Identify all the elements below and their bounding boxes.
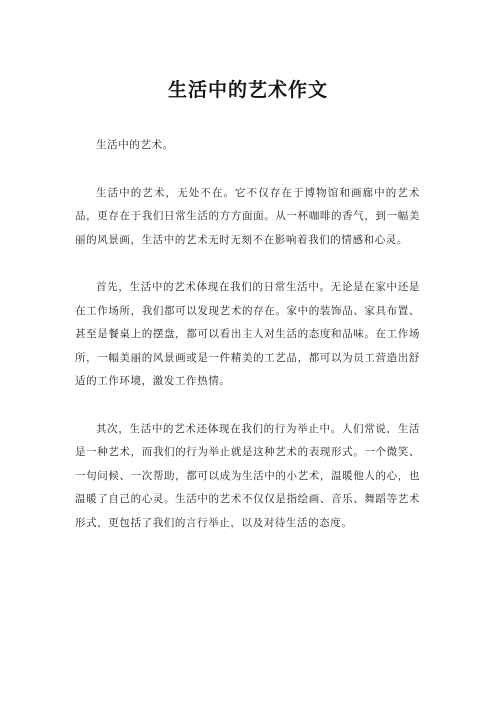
document-title: 生活中的艺术作文 (167, 79, 328, 101)
paragraph-3: 其次，生活中的艺术还体现在我们的行为举止中。人们常说，生活是一种艺术，而我们的行为举止就是这种艺术的表现形式。一个微笑、一句问候、一次帮助，都可以成为生活中的小艺术，温暖他人的心，也温暖了自己的心灵。生活中的艺术不仅仅是指绘画、音乐、舞蹈等艺术形式，更包括了我们的言行举止，以及对待生活的态度。 (75, 422, 420, 529)
document-body (75, 134, 420, 559)
paragraph-2: 首先，生活中的艺术体现在我们的日常生活中。无论是在家中还是在工作场所，我们都可以发现艺术的存在。家中的装饰品、家具布置、甚至是餐桌上的摆盘，都可以看出主人对生活的态度和品味。在工作场所，一幅美丽的风景画或是一件精美的工艺品，都可以为员工营造出舒适的工作环境，激发工作热情。 (75, 281, 420, 387)
paragraph-intro: 生活中的艺术。 (96, 139, 174, 151)
paragraph-1: 生活中的艺术，无处不在。它不仅存在于博物馆和画廊中的艺术品，更存在于我们日常生活的方方面面。从一杯咖啡的香气，到一幅美丽的风景画，生活中的艺术无时无刻不在影响着我们的情感和心灵。 (75, 186, 420, 246)
